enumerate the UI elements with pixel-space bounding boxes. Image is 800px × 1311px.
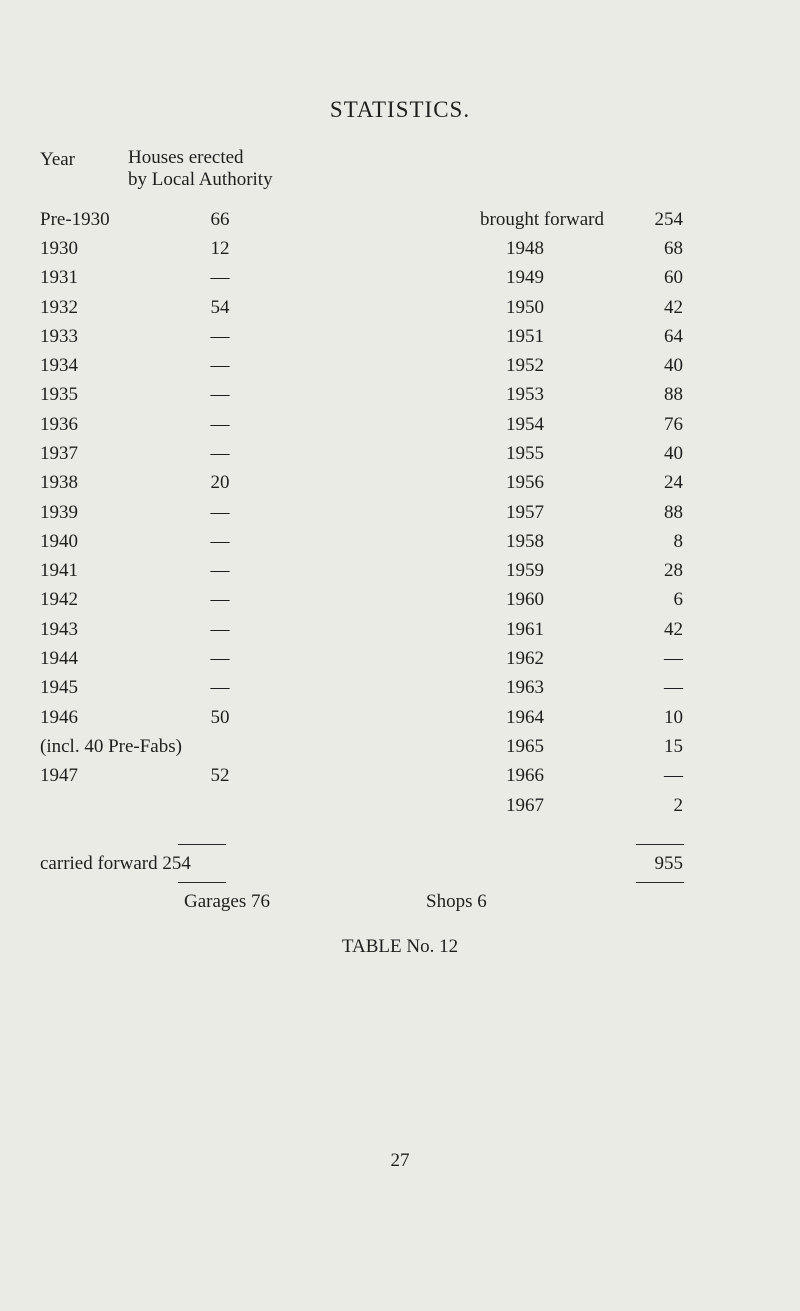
right-value: 88	[664, 384, 683, 405]
left-value: 66	[210, 209, 230, 230]
table-row	[0, 766, 800, 786]
left-value: —	[210, 531, 230, 552]
table-row	[0, 327, 800, 347]
table-row	[0, 590, 800, 610]
left-year: 1936	[40, 414, 78, 435]
table-row	[0, 620, 800, 640]
table-row	[0, 356, 800, 376]
year-column-header: Year	[40, 149, 76, 170]
left-year: 1938	[40, 472, 78, 493]
left-value: 54	[210, 297, 230, 318]
left-value: —	[210, 619, 230, 640]
left-value: —	[210, 267, 230, 288]
table-label: TABLE No. 12	[341, 936, 459, 957]
right-value: 8	[673, 531, 683, 552]
right-value: 68	[664, 238, 683, 259]
left-value: —	[210, 589, 230, 610]
right-year: 1954	[506, 414, 544, 435]
left-year: 1944	[40, 648, 78, 669]
left-value: —	[210, 355, 230, 376]
table-row	[0, 298, 800, 318]
table-row	[0, 473, 800, 493]
carried-forward: carried forward 254	[40, 853, 191, 874]
right-value: 10	[664, 707, 683, 728]
left-year: 1943	[40, 619, 78, 640]
left-year: 1932	[40, 297, 78, 318]
table-row	[0, 268, 800, 288]
table-row	[0, 385, 800, 405]
left-year: 1935	[40, 384, 78, 405]
right-year: 1953	[506, 384, 544, 405]
right-value: —	[664, 648, 683, 669]
left-year: 1937	[40, 443, 78, 464]
table-row	[0, 239, 800, 259]
right-value: 254	[654, 209, 683, 230]
houses-header-line2: by Local Authority	[128, 169, 273, 190]
left-value: —	[210, 414, 230, 435]
total-rule-left-top	[178, 844, 226, 845]
right-value: —	[664, 677, 683, 698]
left-year: 1941	[40, 560, 78, 581]
right-value: 28	[664, 560, 683, 581]
left-value: 20	[210, 472, 230, 493]
left-year: 1946	[40, 707, 78, 728]
right-year: 1952	[506, 355, 544, 376]
right-value: 42	[664, 619, 683, 640]
left-year: 1930	[40, 238, 78, 259]
left-year: 1947	[40, 765, 78, 786]
left-year: 1940	[40, 531, 78, 552]
table-row	[0, 708, 800, 728]
right-year: 1951	[506, 326, 544, 347]
left-year: Pre-1930	[40, 209, 110, 230]
left-year: 1934	[40, 355, 78, 376]
right-value: 6	[673, 589, 683, 610]
left-value: —	[210, 648, 230, 669]
right-year: 1962	[506, 648, 544, 669]
right-value: 76	[664, 414, 683, 435]
left-value: —	[210, 443, 230, 464]
table-row	[0, 415, 800, 435]
right-value: 88	[664, 502, 683, 523]
left-value: 50	[210, 707, 230, 728]
right-value: —	[664, 765, 683, 786]
prefab-note: (incl. 40 Pre-Fabs)	[40, 736, 182, 757]
right-year: 1948	[506, 238, 544, 259]
right-value: 24	[664, 472, 683, 493]
right-year: 1958	[506, 531, 544, 552]
right-value: 40	[664, 355, 683, 376]
right-year: 1956	[506, 472, 544, 493]
left-year: 1939	[40, 502, 78, 523]
table-row	[0, 649, 800, 669]
right-year: 1949	[506, 267, 544, 288]
right-year: 1961	[506, 619, 544, 640]
left-value: —	[210, 502, 230, 523]
page-number: 27	[390, 1150, 410, 1171]
left-year: 1942	[40, 589, 78, 610]
left-value: —	[210, 384, 230, 405]
garages-count: Garages 76	[184, 891, 270, 912]
table-row	[0, 210, 800, 230]
table-row	[0, 737, 800, 757]
right-year: 1957	[506, 502, 544, 523]
left-value: —	[210, 560, 230, 581]
page-title: STATISTICS.	[329, 97, 471, 122]
right-year: 1966	[506, 765, 544, 786]
right-value: 42	[664, 297, 683, 318]
total-rule-right-bottom	[636, 882, 684, 883]
left-year: 1945	[40, 677, 78, 698]
right-value: 15	[664, 736, 683, 757]
left-value: 12	[210, 238, 230, 259]
right-year: 1963	[506, 677, 544, 698]
table-row	[0, 796, 800, 816]
right-year: 1964	[506, 707, 544, 728]
right-value: 60	[664, 267, 683, 288]
table-row	[0, 678, 800, 698]
right-year: 1965	[506, 736, 544, 757]
shops-count: Shops 6	[426, 891, 487, 912]
left-year: 1931	[40, 267, 78, 288]
right-year: 1955	[506, 443, 544, 464]
left-year: 1933	[40, 326, 78, 347]
brought-forward-label: brought forward	[480, 209, 604, 230]
right-year: 1967	[506, 795, 544, 816]
grand-total: 955	[654, 853, 683, 874]
left-value: —	[210, 677, 230, 698]
right-value: 2	[673, 795, 683, 816]
right-year: 1950	[506, 297, 544, 318]
table-row	[0, 561, 800, 581]
right-year: 1959	[506, 560, 544, 581]
right-year: 1960	[506, 589, 544, 610]
left-value: —	[210, 326, 230, 347]
total-rule-left-bottom	[178, 882, 226, 883]
table-row	[0, 503, 800, 523]
houses-header-line1: Houses erected	[128, 147, 244, 168]
table-row	[0, 444, 800, 464]
right-value: 40	[664, 443, 683, 464]
right-value: 64	[664, 326, 683, 347]
left-value: 52	[210, 765, 230, 786]
table-row	[0, 532, 800, 552]
total-rule-right-top	[636, 844, 684, 845]
